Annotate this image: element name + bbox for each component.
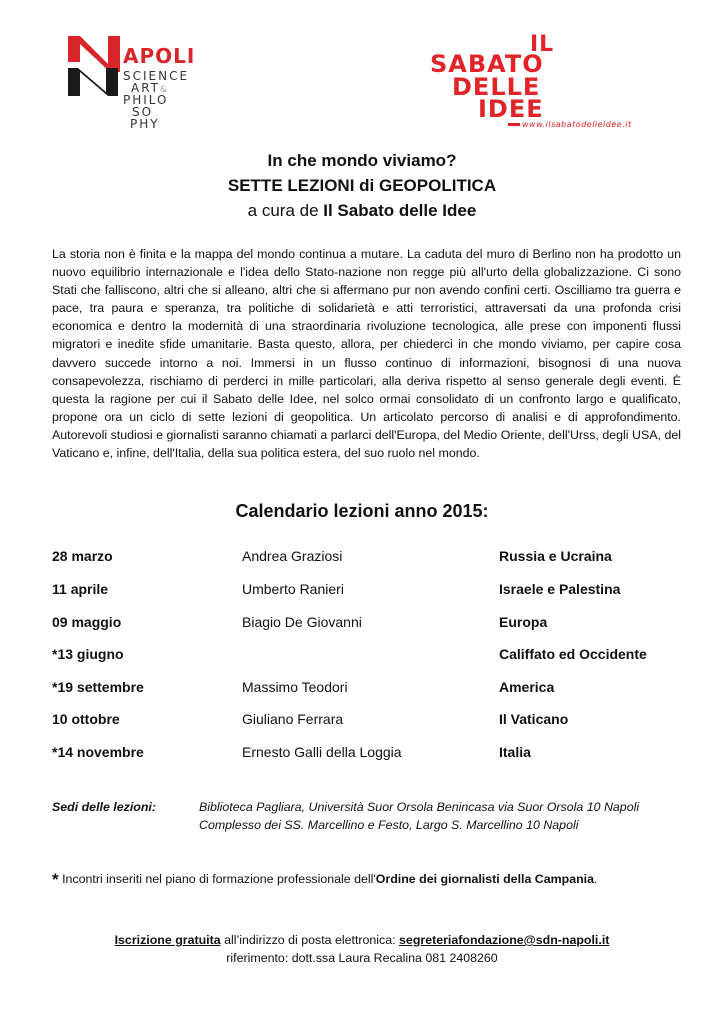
intro-text: allora, per chiederci in che mondo viviamo, per capire cosa davvero succede intorno a noi. Immersi in un xyxy=(52,337,681,370)
intro-text: saranno chiamati a parlarci dell'Europa, del Medio Oriente, dell'Urss, degli USA, del Vaticano e, infine, xyxy=(52,427,682,461)
logo-url: www.ilsabatodelleidee.it xyxy=(522,120,632,129)
intro-text: Idee, nel solco ormai consolidato di un confronto largo e qualificato, propone ora un ciclo di sette lezioni xyxy=(52,391,681,424)
lesson-speaker: Andrea Graziosi xyxy=(242,548,343,564)
logo-line-so: SO xyxy=(132,105,154,119)
napoli-logo xyxy=(68,34,208,142)
calendar-row xyxy=(52,581,692,603)
intro-paragraph xyxy=(52,245,681,462)
lesson-date: *19 settembre xyxy=(52,679,144,695)
intro-text: La storia non è finita e la mappa del mondo continua a mutare. La caduta del muro di Berlino non ha xyxy=(52,247,614,261)
calendar-row xyxy=(52,679,692,701)
lesson-speaker: Umberto Ranieri xyxy=(242,581,344,597)
lesson-topic: Il Vaticano xyxy=(499,711,569,727)
logo-line-science: SCIENCE xyxy=(123,69,190,83)
order-name: Ordine dei giornalisti della Campania xyxy=(375,872,595,886)
lesson-date: *14 novembre xyxy=(52,744,144,760)
lesson-topic: Califfato ed Occidente xyxy=(499,646,647,662)
registration-line: Iscrizione gratuita all’indirizzo di posta elettronica: segreteriafondazione@sdn-napoli.it xyxy=(114,933,610,947)
intro-text: terroristici, attraversati da una profonda crisi economica e dentro la modernità di una straordinaria xyxy=(52,301,682,334)
lesson-date: 09 maggio xyxy=(52,614,122,630)
sabato-idee-logo xyxy=(430,34,660,134)
lesson-speaker: Biagio De Giovanni xyxy=(242,614,362,630)
lesson-topic: Europa xyxy=(499,614,548,630)
accreditation-note: * Incontri inseriti nel piano di formazione professionale dell'Ordine dei giornalisti della Campania. xyxy=(52,870,598,889)
calendar-row xyxy=(52,646,692,668)
lesson-date: 28 marzo xyxy=(52,548,113,564)
title-question: In che mondo viviamo? xyxy=(267,151,457,170)
venue-line: Biblioteca Pagliara, Università Suor Orsola Benincasa via Suor Orsola 10 Napoli xyxy=(199,800,640,814)
napoli-word: APOLI xyxy=(123,44,196,68)
calendar-row xyxy=(52,614,692,636)
logo-line-il: IL xyxy=(530,32,555,57)
venue-line: Complesso dei SS. Marcellino e Festo, Largo S. Marcellino 10 Napoli xyxy=(199,818,579,832)
contact-reference: riferimento: dott.ssa Laura Recalina 081 2408260 xyxy=(226,951,498,965)
lesson-date: 11 aprile xyxy=(52,581,109,597)
logo-line-art: ART& xyxy=(131,81,170,95)
calendar-row xyxy=(52,744,692,766)
lesson-date: *13 giugno xyxy=(52,646,124,662)
title-main: SETTE LEZIONI di GEOPOLITICA xyxy=(227,176,497,195)
intro-text: confini certi. Oscilliamo tra guerra e pace, tra paura e speranza, tra politiche di solidarietà e atti xyxy=(52,283,681,316)
contact-email-link[interactable]: segreteriafondazione@sdn-napoli.it xyxy=(399,933,610,947)
lesson-speaker: Giuliano Ferrara xyxy=(242,711,344,727)
intro-text: rivoluzione tecnologica, alle prese con imponenti flussi migratori e inedite sfide umanitarie. Basta questo, xyxy=(52,319,681,352)
registration-label: Iscrizione gratuita xyxy=(114,933,221,947)
lesson-topic: Israele e Palestina xyxy=(499,581,621,597)
title-curator: a cura de Il Sabato delle Idee xyxy=(247,201,477,220)
intro-text: particolari, alla deriva rispetto al senso generale degli eventi. È questa la ragione per cui il Sabato delle xyxy=(52,373,681,406)
lesson-speaker: Ernesto Galli della Loggia xyxy=(242,744,402,760)
lesson-topic: Russia e Ucraina xyxy=(499,548,612,564)
intro-text: dell'Italia, della sua politica estera, del suo ruolo nel mondo. xyxy=(153,446,480,461)
intro-text: prodotto un nuovo equilibrio internazionale e l'idea dello Stato-nazione non regge più all'urto della xyxy=(52,247,681,280)
logo-line-phy: PHY xyxy=(130,117,160,131)
intro-text: globalizzazione. Ci sono Stati che falliscono, altri che si alleano, altri che si affermano pur non avendo xyxy=(52,265,681,298)
napoli-n-mark-icon xyxy=(68,34,124,96)
logo-line-philo: PHILO xyxy=(123,93,169,107)
lesson-topic: Italia xyxy=(499,744,531,760)
lesson-speaker: Massimo Teodori xyxy=(242,679,348,695)
calendar-title: Calendario lezioni anno 2015: xyxy=(235,501,489,521)
logo-line-idee: IDEE xyxy=(478,95,544,123)
title-block xyxy=(0,148,724,223)
calendar-row xyxy=(52,711,692,733)
calendar-row xyxy=(52,548,692,570)
intro-text: flusso continuo di informazioni, bisognosi di una nuova consapevolezza, rischiamo di perderci in mille xyxy=(52,355,681,388)
lesson-date: 10 ottobre xyxy=(52,711,120,727)
logo-line-delle: DELLE xyxy=(452,73,541,101)
venues-label: Sedi delle lezioni: xyxy=(52,800,156,814)
logo-line-sabato: SABATO xyxy=(430,50,544,78)
asterisk: * xyxy=(52,870,59,889)
lesson-topic: America xyxy=(499,679,555,695)
intro-text: di geopolitica. Un articolato percorso di analisi e di approfondimento. Autorevoli studiosi e giornalisti xyxy=(52,409,681,442)
logo-accent-bar xyxy=(508,123,520,126)
